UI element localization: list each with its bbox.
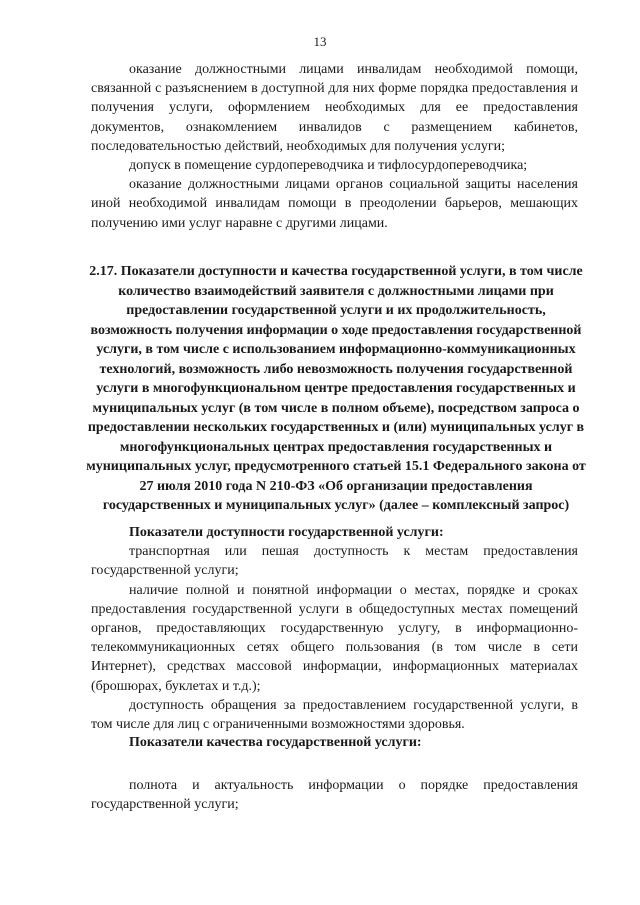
quality-title: Показатели качества государственной услуги: bbox=[129, 735, 422, 750]
intro-section bbox=[91, 60, 578, 233]
paragraph: наличие полной и понятной информации о местах, порядке и сроках предоставления государственной услуги в общедоступных местах помещений органов, предоставляющих государственную услугу, в информационно-телекоммуникационных сетях общего пользования (в том числе в сети Интернет), средствах массовой информации, информационных материалах (брошюрах, буклетах и т.д.); bbox=[91, 582, 578, 694]
page-number: 13 bbox=[313, 34, 327, 49]
section-heading bbox=[85, 262, 587, 516]
quality-section bbox=[91, 733, 578, 815]
paragraph: полнота и актуальность информации о порядке предоставления государственной услуги; bbox=[91, 778, 578, 813]
accessibility-section bbox=[91, 523, 578, 734]
accessibility-title: Показатели доступности государственной услуги: bbox=[129, 525, 444, 540]
paragraph: допуск в помещение сурдопереводчика и тифлосурдопереводчика; bbox=[129, 158, 528, 174]
paragraph: оказание должностными лицами органов социальной защиты населения иной необходимой инвалидам помощи в преодолении барьеров, мешающих получению ими услуг наравне с другими лицами. bbox=[91, 177, 578, 231]
paragraph: оказание должностными лицами инвалидам необходимой помощи, связанной с разъяснением в доступной для них форме порядка предоставления и получения услуги, оформлением необходимых для ее предоставления документов, ознакомлением инвалидов с размещением кабинетов, последовательностью действий, необходимых для получения услуги; bbox=[91, 62, 578, 154]
paragraph: транспортная или пешая доступность к местам предоставления государственной услуги; bbox=[91, 544, 578, 579]
paragraph: доступность обращения за предоставлением государственной услуги, в том числе для лиц с ограниченными возможностями здоровья. bbox=[91, 697, 578, 733]
section-heading-text: 2.17. Показатели доступности и качества государственной услуги, в том числе количество взаимодействий заявителя с должностными лицами при предоставлении государственной услуги и их продолжительность, возможность получения информации о ходе предоставления государственной услуги, в том числе с использованием информационно-коммуникационных технологий, возможность либо невозможность получения государственной услуги в многофункциональном центре предоставления государственных и муниципальных услуг (в том числе в полном объеме), посредством запроса о предоставлении нескольких государственных и (или) муниципальных услуг в многофункциональных центрах предоставления государственных и муниципальных услуг, предусмотренного статьей 15.1 Федерального закона от 27 июля 2010 года N 210-ФЗ «Об организации предоставления государственных и муниципальных услуг» (далее – комплексный запрос) bbox=[86, 264, 586, 513]
